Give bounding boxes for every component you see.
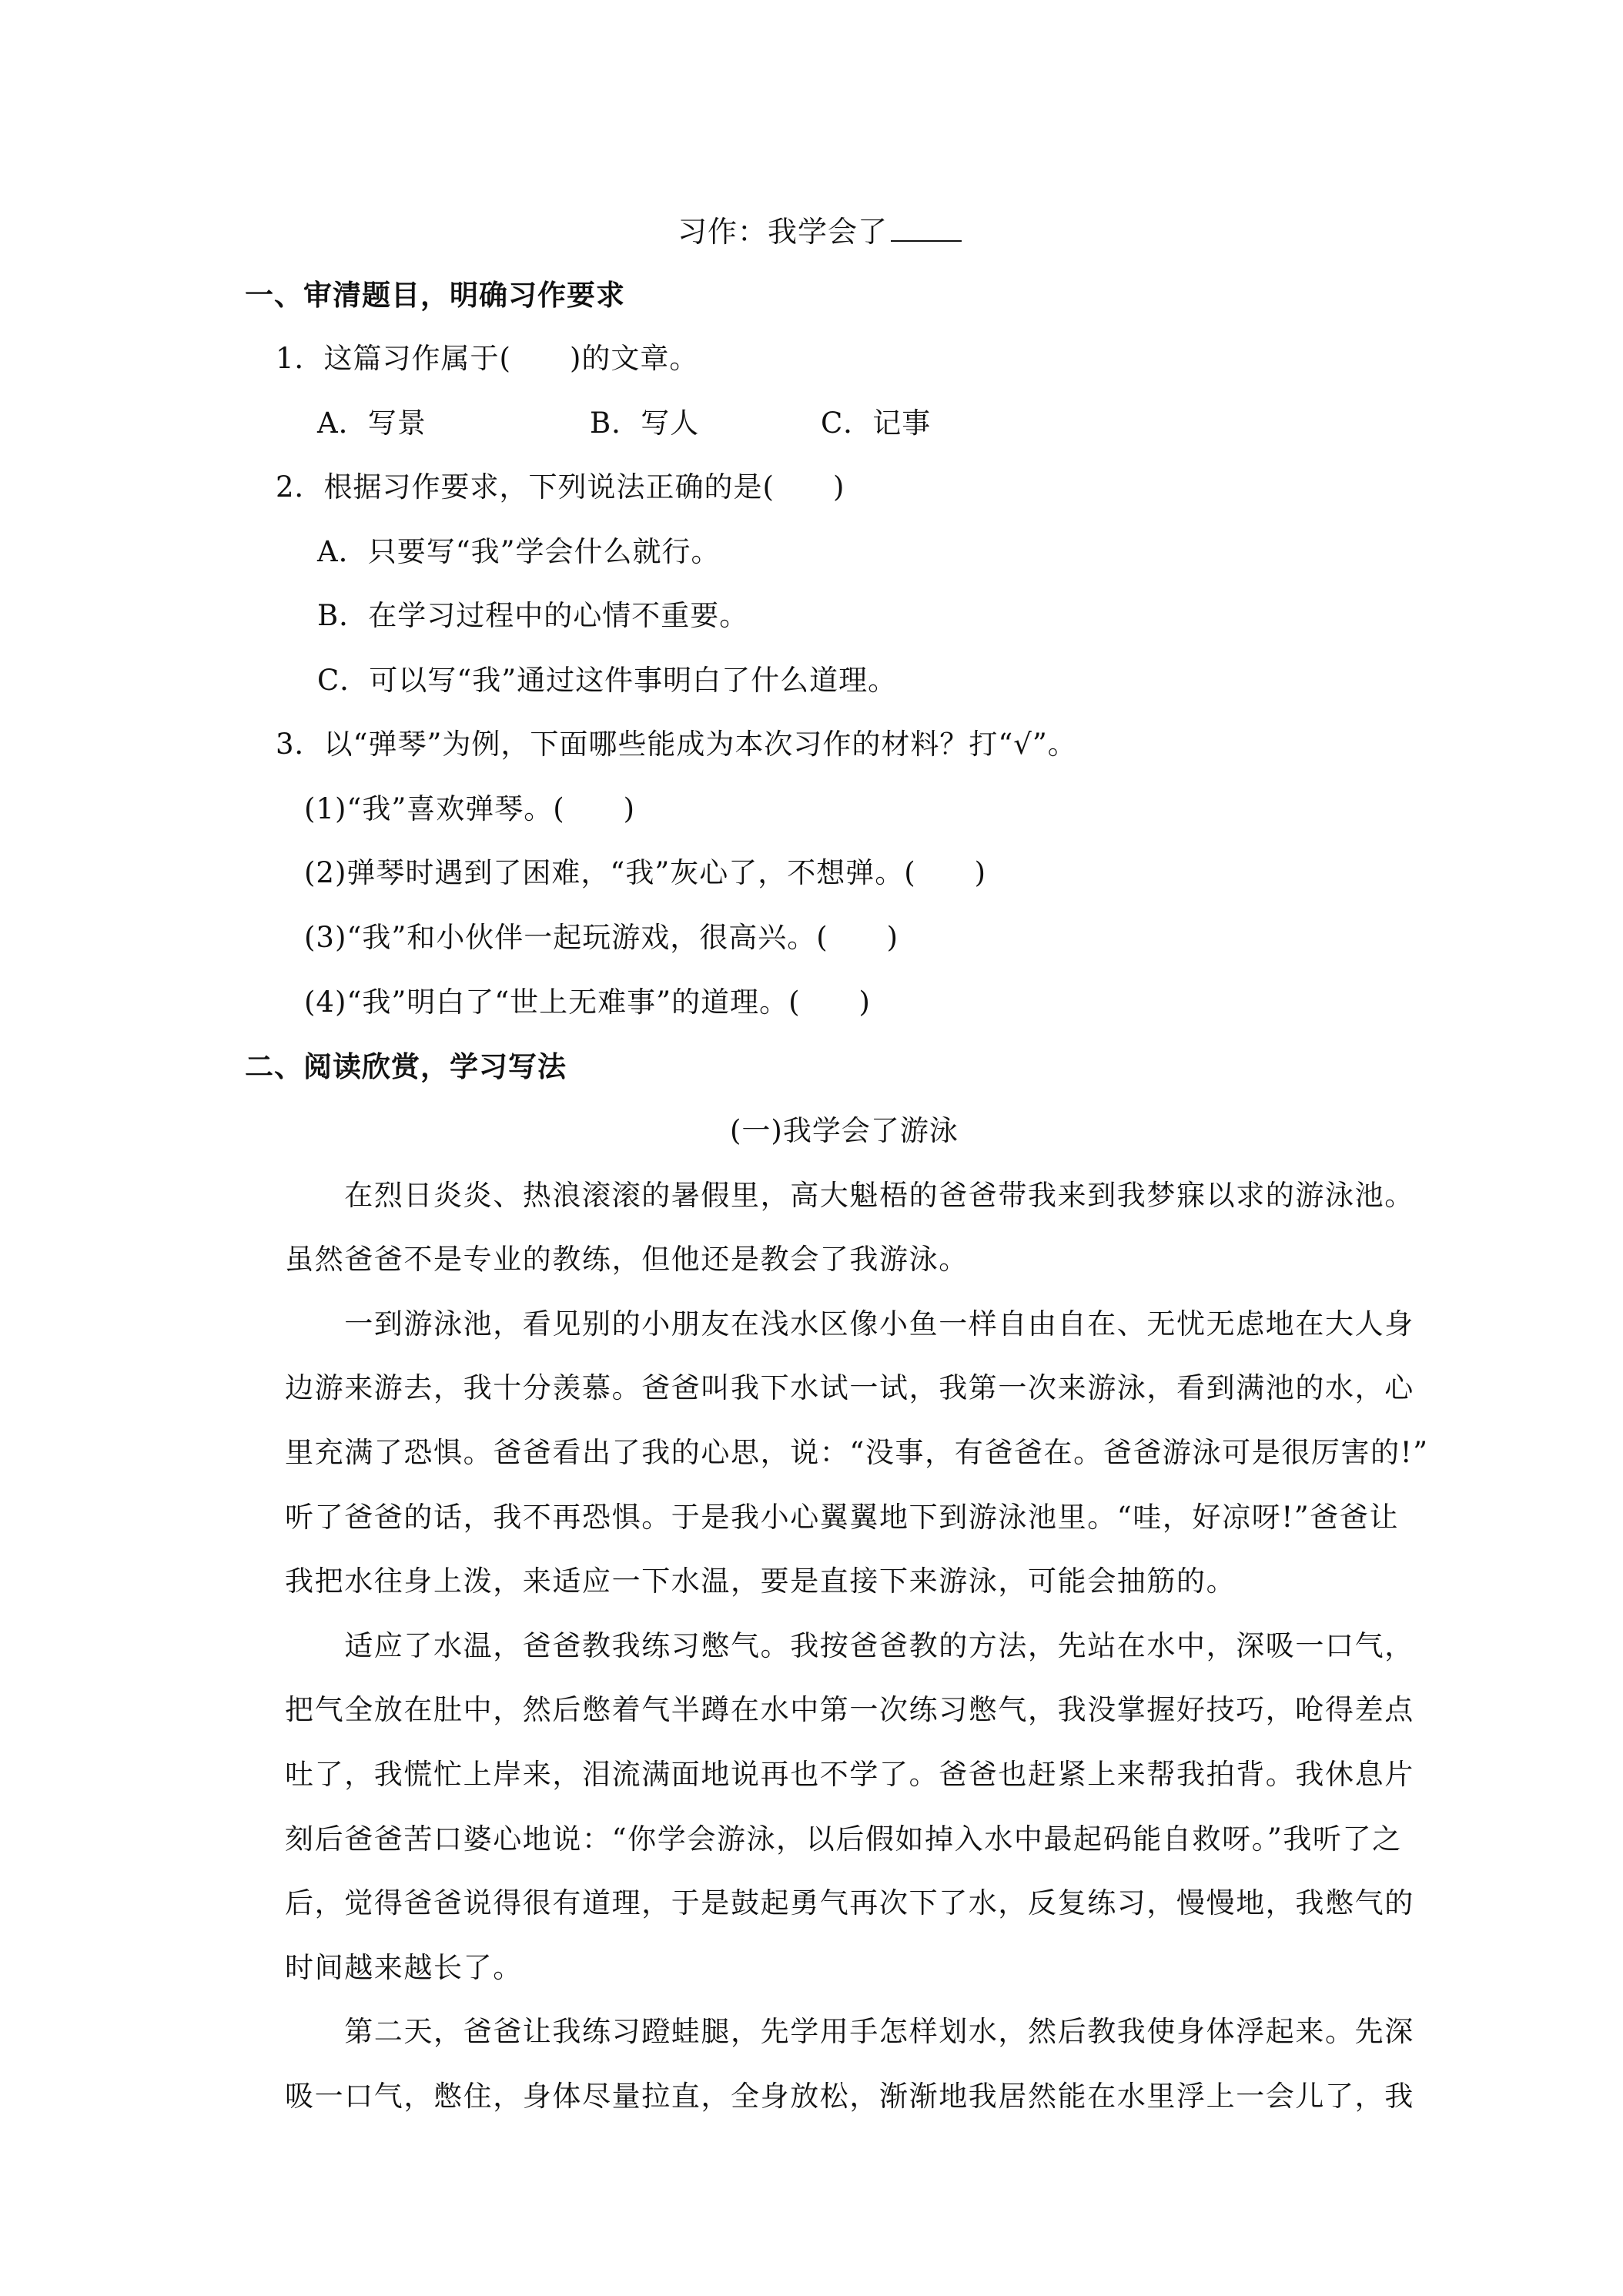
question-1-option-a: A．写景 xyxy=(317,407,427,440)
question-1-option-b: B．写人 xyxy=(590,407,700,440)
question-3-item-2: (2)弹琴时遇到了困难，“我”灰心了，不想弹。( ) xyxy=(304,856,987,889)
question-3-item-4: (4)“我”明白了“世上无难事”的道理。( ) xyxy=(304,986,871,1019)
passage-line: 吸一口气，憋住，身体尽量拉直，全身放松，渐渐地我居然能在水里浮上一会儿了，我 xyxy=(285,2080,1414,2113)
passage-title: (一)我学会了游泳 xyxy=(730,1114,959,1147)
question-2-option-b: B．在学习过程中的心情不重要。 xyxy=(317,599,749,632)
page-title-text: 习作：我学会了 xyxy=(678,215,888,249)
passage-line: 一到游泳池，看见别的小朋友在浅水区像小鱼一样自由自在、无忧无虑地在大人身 xyxy=(285,1307,1414,1340)
passage-line: 第二天，爸爸让我练习蹬蛙腿，先学用手怎样划水，然后教我使身体浮起来。先深 xyxy=(285,2015,1414,2048)
section-1-heading: 一、审清题目，明确习作要求 xyxy=(245,278,625,312)
passage-line: 听了爸爸的话，我不再恐惧。于是我小心翼翼地下到游泳池里。“哇，好凉呀!”爸爸让 xyxy=(285,1501,1400,1534)
question-3-item-1: (1)“我”喜欢弹琴。( ) xyxy=(304,792,636,825)
page-title xyxy=(678,214,962,249)
passage-line: 虽然爸爸不是专业的教练，但他还是教会了我游泳。 xyxy=(285,1243,969,1276)
question-1-option-c: C．记事 xyxy=(821,407,932,440)
title-blank xyxy=(891,217,962,242)
passage-line: 适应了水温，爸爸教我练习憋气。我按爸爸教的方法，先站在水中，深吸一口气， xyxy=(285,1629,1414,1662)
passage-line: 里充满了恐惧。爸爸看出了我的心思，说：“没事，有爸爸在。爸爸游泳可是很厉害的!” xyxy=(285,1436,1429,1469)
passage-line: 把气全放在肚中，然后憋着气半蹲在水中第一次练习憋气，我没掌握好技巧，呛得差点 xyxy=(285,1693,1414,1726)
question-3-stem: 3．以“弹琴”为例，下面哪些能成为本次习作的材料？打“√”。 xyxy=(276,728,1077,761)
passage-line: 时间越来越长了。 xyxy=(285,1951,523,1984)
question-3-item-3: (3)“我”和小伙伴一起玩游戏，很高兴。( ) xyxy=(304,921,899,954)
passage-line: 后，觉得爸爸说得很有道理，于是鼓起勇气再次下了水，反复练习，慢慢地，我憋气的 xyxy=(285,1886,1414,1919)
passage-line: 在烈日炎炎、热浪滚滚的暑假里，高大魁梧的爸爸带我来到我梦寐以求的游泳池。 xyxy=(285,1179,1414,1212)
passage-line: 吐了，我慌忙上岸来，泪流满面地说再也不学了。爸爸也赶紧上来帮我拍背。我休息片 xyxy=(285,1758,1414,1791)
section-2-heading: 二、阅读欣赏，学习写法 xyxy=(245,1049,567,1083)
question-2-option-c: C．可以写“我”通过这件事明白了什么道理。 xyxy=(317,664,898,697)
passage-line: 边游来游去，我十分羡慕。爸爸叫我下水试一试，我第一次来游泳，看到满池的水，心 xyxy=(285,1371,1414,1404)
passage-line: 刻后爸爸苦口婆心地说：“你学会游泳，以后假如掉入水中最起码能自救呀。”我听了之 xyxy=(285,1822,1402,1856)
question-2-option-a: A．只要写“我”学会什么就行。 xyxy=(317,535,721,568)
question-1-stem: 1．这篇习作属于( )的文章。 xyxy=(276,342,699,375)
passage-line: 我把水往身上泼，来适应一下水温，要是直接下来游泳，可能会抽筋的。 xyxy=(285,1565,1236,1598)
question-2-stem: 2．根据习作要求，下列说法正确的是( ) xyxy=(276,470,845,504)
